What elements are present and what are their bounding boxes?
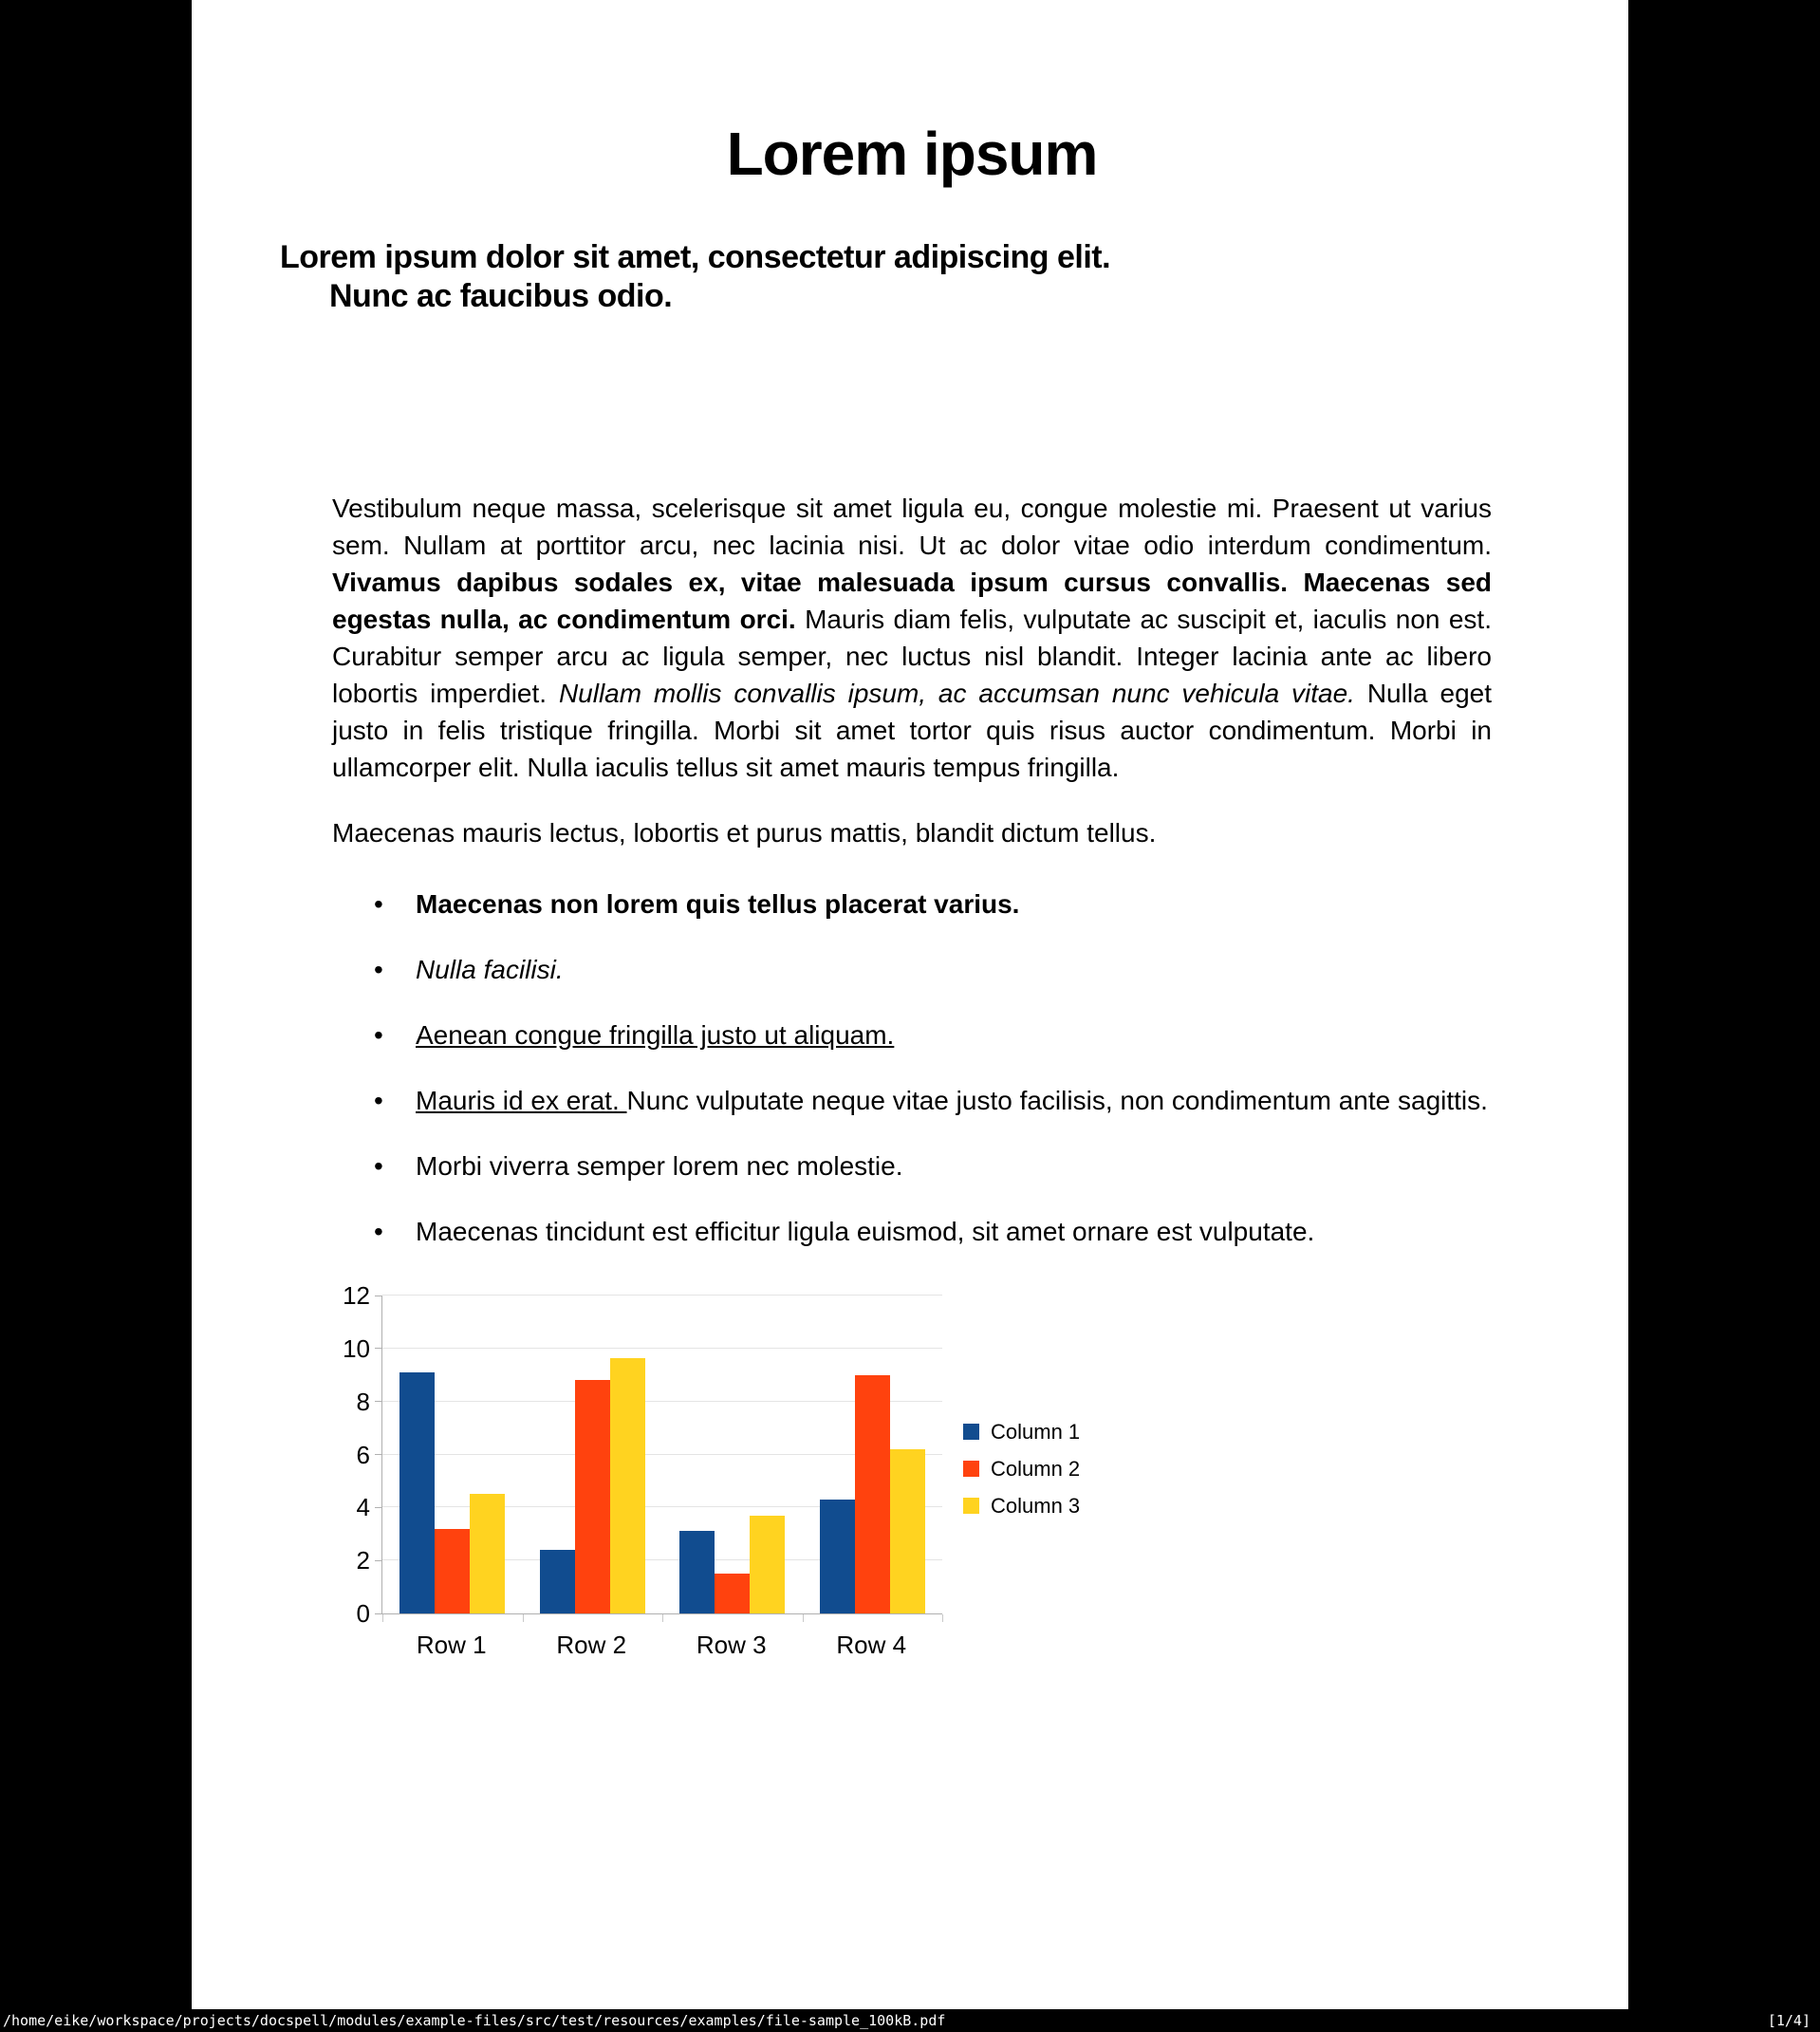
document-page xyxy=(192,0,1628,2009)
text-segment: Maecenas non lorem quis tellus placerat varius. xyxy=(416,889,1020,919)
bar-chart xyxy=(332,1278,1492,1701)
chart-bar xyxy=(470,1494,505,1613)
legend-item xyxy=(963,1421,1080,1443)
list-item xyxy=(416,886,1492,923)
text-segment: Nullam mollis convallis ipsum, ac accumsan nunc vehicula vitae. xyxy=(558,679,1355,708)
body-paragraph-2: Maecenas mauris lectus, lobortis et purus mattis, blandit dictum tellus. xyxy=(332,818,1157,848)
chart-bar xyxy=(540,1550,575,1613)
statusbar-page-indicator: [1/4] xyxy=(1767,2012,1811,2029)
bullet-list xyxy=(332,886,1492,1250)
page-title: Lorem ipsum xyxy=(726,120,1098,188)
heading-line-2: Nunc ac faucibus odio. xyxy=(329,278,673,314)
chart-legend xyxy=(963,1421,1080,1532)
legend-swatch xyxy=(963,1461,979,1477)
statusbar xyxy=(0,2009,1820,2032)
list-item xyxy=(416,1213,1492,1250)
legend-swatch xyxy=(963,1424,979,1440)
legend-swatch xyxy=(963,1498,979,1514)
chart-bar xyxy=(890,1449,925,1613)
body-paragraph-1 xyxy=(332,490,1492,786)
document-heading xyxy=(280,238,1492,316)
legend-item xyxy=(963,1458,1080,1480)
chart-bar xyxy=(610,1358,645,1613)
list-item xyxy=(416,1016,1492,1053)
chart-y-axis-label: 12 xyxy=(343,1281,370,1310)
chart-y-axis-label: 10 xyxy=(343,1333,370,1363)
chart-bar xyxy=(679,1531,715,1613)
chart-bar xyxy=(399,1372,435,1613)
text-segment: Nunc vulputate neque vitae justo facilisis, non condimentum ante sagittis. xyxy=(626,1086,1488,1115)
text-segment: Morbi viverra semper lorem nec molestie. xyxy=(416,1151,903,1181)
chart-x-axis-label: Row 2 xyxy=(556,1631,627,1659)
chart-y-axis-label: 0 xyxy=(356,1599,370,1628)
legend-item xyxy=(963,1495,1080,1517)
heading-line-1: Lorem ipsum dolor sit amet, consectetur adipiscing elit. xyxy=(280,239,1111,275)
chart-bar xyxy=(750,1516,785,1613)
text-segment: Vivamus dapibus sodales ex, vitae malesuada ipsum cursus convallis. Maecenas sed egestas nulla, ac condimentum orci. xyxy=(332,568,1492,634)
chart-x-axis-label: Row 4 xyxy=(836,1631,907,1659)
chart-bar xyxy=(855,1375,890,1613)
text-segment: Vestibulum neque massa, scelerisque sit amet ligula eu, congue molestie mi. Praesent ut varius sem. Nullam at porttitor arcu, nec lacinia nisi. Ut ac dolor vitae odio interdum condimentum. xyxy=(332,494,1492,560)
chart-plot-area xyxy=(381,1296,942,1614)
list-item xyxy=(416,1147,1492,1184)
text-segment: Nulla facilisi. xyxy=(416,955,564,984)
chart-y-axis-label: 2 xyxy=(356,1546,370,1575)
list-item xyxy=(416,951,1492,988)
chart-x-axis-label: Row 1 xyxy=(416,1631,487,1659)
text-segment: Mauris id ex erat. xyxy=(416,1086,627,1115)
chart-y-axis-label: 6 xyxy=(356,1440,370,1469)
chart-x-axis-label: Row 3 xyxy=(696,1631,767,1659)
chart-bar xyxy=(715,1574,750,1613)
legend-label: Column 3 xyxy=(991,1494,1081,1518)
text-segment: Nulla eget justo in felis tristique fringilla. Morbi sit amet tortor quis risus auctor condimentum. Morbi in ullamcorper elit. Nulla iaculis tellus sit amet mauris tempus fringilla. xyxy=(332,679,1492,782)
chart-y-axis-label: 4 xyxy=(356,1493,370,1522)
legend-label: Column 1 xyxy=(991,1420,1081,1444)
chart-bar xyxy=(435,1529,470,1613)
text-segment: Maecenas tincidunt est efficitur ligula euismod, sit amet ornare est vulputate. xyxy=(416,1217,1315,1246)
text-segment: Aenean congue fringilla justo ut aliquam. xyxy=(416,1020,895,1050)
text-segment: Mauris diam felis, vulputate ac suscipit et, iaculis non est. Curabitur semper arcu ac ligula semper, nec luctus nisl blandit. Integer lacinia ante ac libero lobortis imperdiet. xyxy=(332,605,1492,708)
chart-bar xyxy=(820,1500,855,1613)
legend-label: Column 2 xyxy=(991,1457,1081,1481)
statusbar-filepath: /home/eike/workspace/projects/docspell/modules/example-files/src/test/resources/examples/file-sample_100kB.pdf xyxy=(3,2012,946,2029)
chart-bar xyxy=(575,1380,610,1613)
list-item xyxy=(416,1082,1492,1119)
chart-y-axis-label: 8 xyxy=(356,1387,370,1416)
